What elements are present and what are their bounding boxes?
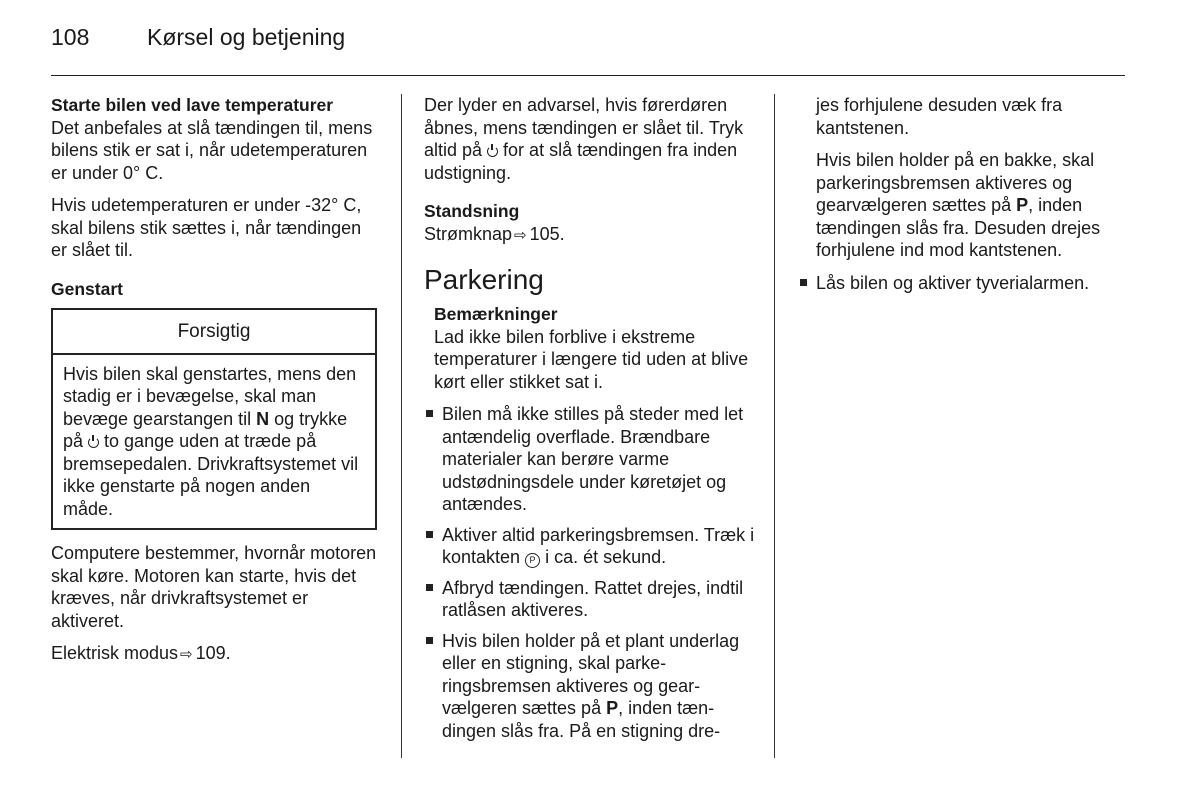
list-item	[798, 272, 1128, 295]
bullet-icon	[426, 410, 433, 417]
parking-brake-icon: P	[525, 553, 540, 568]
text-part: Der lyder en advarsel, hvis førerdøren åbnes, mens tændingen er slået til. Tryk altid på	[424, 95, 744, 160]
column-2	[424, 94, 759, 750]
header-divider	[51, 75, 1125, 76]
page-header	[51, 24, 345, 51]
list-item-text: Bilen må ikke stilles på steder med let antændelig overflade. Brændbare materialer kan berøre varme udstødningsdele under køretøjet og antændes.	[442, 404, 744, 514]
gear-n-label: N	[256, 408, 270, 429]
caution-box	[51, 308, 377, 530]
paragraph	[424, 94, 759, 184]
section-heading-notes: Bemærkninger	[434, 304, 558, 324]
column-1	[51, 94, 381, 677]
page-reference-arrow-icon: ⇨	[514, 226, 527, 244]
section-heading-stopping: Standsning	[424, 201, 520, 221]
paragraph: jes forhjulene desuden væk fra kantstenen.	[816, 95, 1063, 138]
list-item-text: i ca. ét sekund.	[540, 547, 667, 567]
paragraph	[816, 149, 1128, 262]
bullet-icon	[800, 279, 807, 286]
reference-text: Elektrisk modus	[51, 643, 179, 663]
caution-text-part: to gange uden at træde på bremsepedalen. Drivkraftsystemet vil ikke genstarte på nogen anden måde.	[63, 431, 359, 519]
list-item	[424, 403, 759, 516]
paragraph: Lad ikke bilen forblive i ekstreme temperaturer i længere tid uden at blive kørt eller stikket sat i.	[434, 326, 749, 392]
gear-p-label: P	[606, 698, 619, 718]
paragraph: Computere bestemmer, hvornår motoren skal køre. Motoren kan starte, hvis det kræves, når drivkraftsystemet er aktiveret.	[51, 543, 377, 631]
list-item	[424, 577, 759, 622]
column-3	[798, 94, 1128, 302]
page-title: Kørsel og betjening	[147, 24, 346, 50]
bullet-icon	[426, 637, 433, 644]
text-part: Hvis bilen holder på en bakke, skal parkeringsbremsen aktiveres og gearvælgeren sættes på	[816, 150, 1095, 215]
bullet-list	[424, 403, 759, 742]
column-divider-1	[401, 94, 402, 758]
text-part: , inden tændingen slås fra. Desuden drejes forhjulene ind mod kantstenen.	[816, 195, 1101, 260]
list-item-text: Lås bilen og aktiver tyverialarmen.	[816, 272, 1090, 293]
paragraph: Hvis udetemperaturen er under -32° C, skal bilens stik sættes i, når tændingen er slået til.	[51, 195, 362, 260]
bullet-icon	[426, 584, 433, 591]
reference-page: 109.	[195, 643, 231, 663]
caution-text	[53, 355, 375, 529]
list-item-text: , inden tændingen slås fra. På en stigning dre-	[442, 698, 721, 741]
page-reference-arrow-icon: ⇨	[180, 646, 193, 663]
paragraph-reference	[424, 223, 759, 248]
list-item-text: Afbryd tændingen. Rattet drejes, indtil ratlåsen aktiveres.	[442, 577, 744, 620]
list-item	[424, 630, 759, 743]
caution-text-part: og trykke på	[63, 408, 348, 451]
paragraph-reference	[51, 642, 381, 667]
gear-p-label: P	[1016, 195, 1029, 215]
reference-page: 105.	[529, 223, 565, 244]
list-item	[424, 524, 759, 569]
text-part: for at slå tændingen fra inden udstigning.	[424, 140, 738, 183]
bullet-list	[798, 272, 1128, 295]
section-title-parking: Parkering	[424, 264, 544, 295]
list-item-text: Aktiver altid parkeringsbremsen. Træk i kontakten	[442, 524, 755, 567]
section-heading-cold-start: Starte bilen ved lave temperaturer	[51, 95, 334, 115]
column-divider-2	[774, 94, 775, 758]
bullet-icon	[426, 531, 433, 538]
power-icon	[487, 146, 498, 157]
list-item-text: Hvis bilen holder på et plant underlag eller en stigning, skal parkeringsbremsen aktiveres og gearvælgeren sættes på	[442, 630, 740, 718]
section-heading-restart: Genstart	[51, 278, 123, 299]
reference-text: Strømknap	[424, 223, 513, 244]
power-icon	[88, 437, 99, 448]
caution-text-part: Hvis bilen skal genstartes, mens den stadig er i bevægelse, skal man bevæge gearstangen til	[63, 363, 357, 429]
paragraph: Det anbefales at slå tændingen til, mens bilens stik er sat i, når udetemperaturen er under 0° C.	[51, 117, 373, 183]
page-number: 108	[51, 24, 90, 50]
caution-title: Forsigtig	[53, 310, 375, 355]
